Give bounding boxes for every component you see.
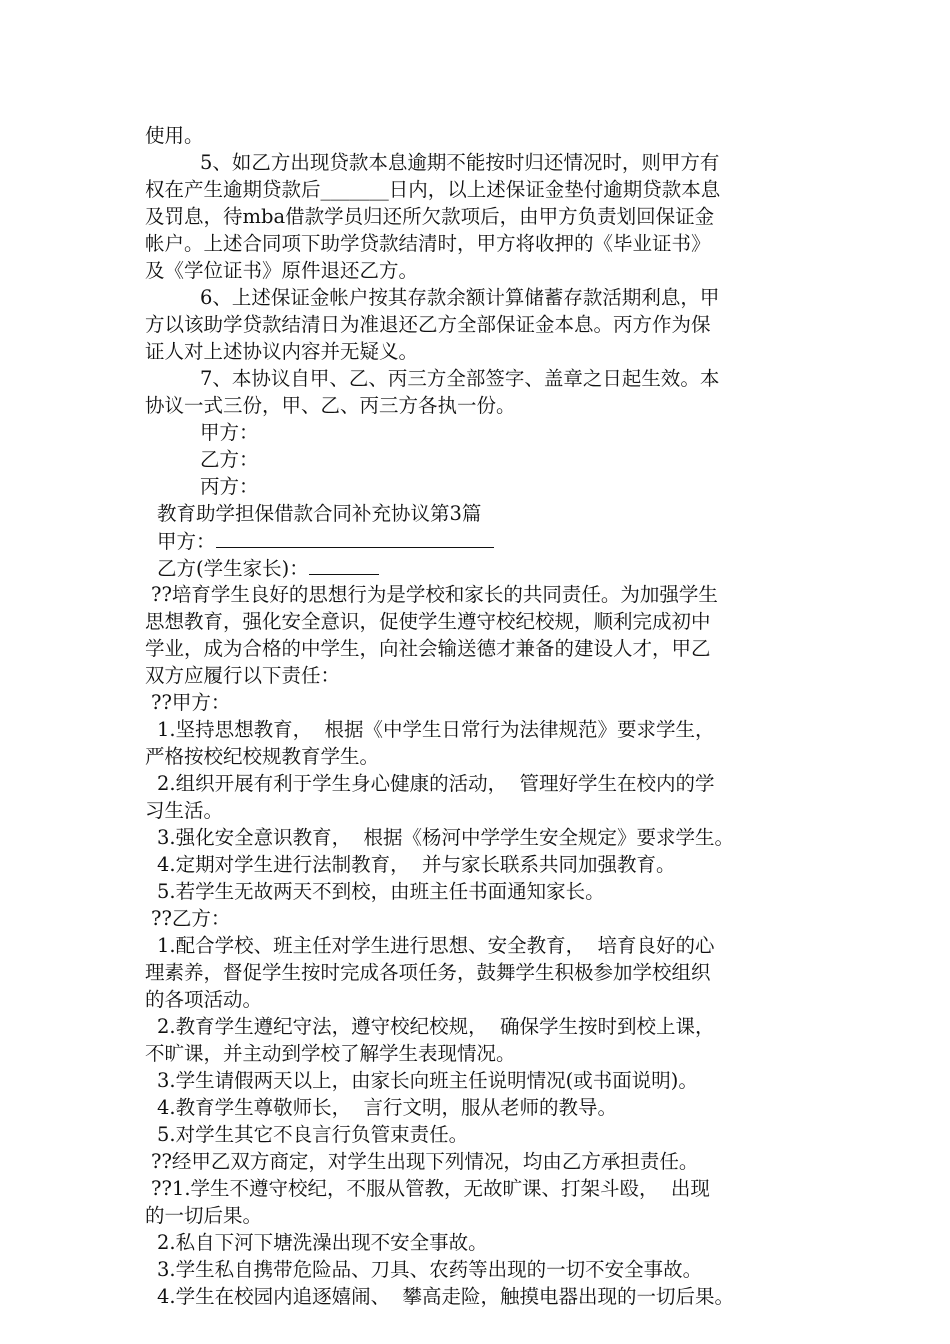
party-b-label: 乙方(学生家长)： xyxy=(157,557,309,580)
text-line: 习生活。 xyxy=(145,799,224,822)
document-body xyxy=(145,122,815,1310)
list-item: ??1.学生不遵守校纪，不服从管教，无故旷课、打架斗殴， 出现 xyxy=(151,1177,710,1200)
text-line: 理素养，督促学生按时完成各项任务，鼓舞学生积极参加学校组织 xyxy=(145,961,711,984)
list-item: 3.强化安全意识教育， 根据《杨河中学学生安全规定》要求学生。 xyxy=(157,826,735,849)
text-line: 的一切后果。 xyxy=(145,1204,263,1227)
list-item: 4.教育学生尊敬师长， 言行文明，服从老师的教导。 xyxy=(157,1096,618,1119)
list-item: 2.私自下河下塘洗澡出现不安全事故。 xyxy=(157,1231,488,1254)
party-a-blank xyxy=(216,527,494,548)
text-line: 不旷课，并主动到学校了解学生表现情况。 xyxy=(145,1042,516,1065)
text-line: 及《学位证书》原件退还乙方。 xyxy=(145,259,419,282)
agreement-paragraph: ??经甲乙双方商定，对学生出现下列情况，均由乙方承担责任。 xyxy=(151,1150,699,1173)
clause-7: 7、本协议自甲、乙、丙三方全部签字、盖章之日起生效。本 xyxy=(200,367,720,390)
signature-party-c: 丙方： xyxy=(200,475,259,498)
party-b-line xyxy=(145,554,815,581)
list-item: 1.坚持思想教育， 根据《中学生日常行为法律规范》要求学生， xyxy=(157,718,715,741)
text-line: 及罚息，待mba借款学员归还所欠款项后，由甲方负责划回保证金 xyxy=(145,205,715,228)
list-item: 5.对学生其它不良言行负管束责任。 xyxy=(157,1123,469,1146)
party-b-blank xyxy=(309,554,379,575)
party-a-line xyxy=(145,527,815,554)
text-line: 思想教育，强化安全意识，促使学生遵守校纪校规，顺利完成初中 xyxy=(145,610,711,633)
text-line: 方以该助学贷款结清日为准退还乙方全部保证金本息。丙方作为保 xyxy=(145,313,711,336)
clause-6: 6、上述保证金帐户按其存款余额计算储蓄存款活期利息，甲 xyxy=(200,286,720,309)
party-a-heading: ??甲方： xyxy=(151,691,231,714)
party-b-heading: ??乙方： xyxy=(151,907,231,930)
text-line: 使用。 xyxy=(145,124,204,147)
party-a-label: 甲方： xyxy=(157,530,216,553)
list-item: 1.配合学校、班主任对学生进行思想、安全教育， 培育良好的心 xyxy=(157,934,715,957)
list-item: 4.定期对学生进行法制教育， 并与家长联系共同加强教育。 xyxy=(157,853,676,876)
intro-paragraph: ??培育学生良好的思想行为是学校和家长的共同责任。为加强学生 xyxy=(151,583,718,606)
signature-party-a: 甲方： xyxy=(200,421,259,444)
text-line: 帐户。上述合同项下助学贷款结清时，甲方将收押的《毕业证书》 xyxy=(145,232,711,255)
list-item: 2.组织开展有利于学生身心健康的活动， 管理好学生在校内的学 xyxy=(157,772,715,795)
list-item: 3.学生请假两天以上，由家长向班主任说明情况(或书面说明)。 xyxy=(157,1069,698,1092)
signature-party-b: 乙方： xyxy=(200,448,259,471)
section-title: 教育助学担保借款合同补充协议第3篇 xyxy=(157,502,482,525)
text-line: 严格按校纪校规教育学生。 xyxy=(145,745,380,768)
list-item: 5.若学生无故两天不到校，由班主任书面通知家长。 xyxy=(157,880,605,903)
list-item: 4.学生在校园内追逐嬉闹、 攀高走险，触摸电器出现的一切后果。 xyxy=(157,1285,735,1308)
text-line: 证人对上述协议内容并无疑义。 xyxy=(145,340,419,363)
text-line: 双方应履行以下责任： xyxy=(145,664,341,687)
list-item: 2.教育学生遵纪守法，遵守校纪校规， 确保学生按时到校上课， xyxy=(157,1015,715,1038)
list-item: 3.学生私自携带危险品、刀具、农药等出现的一切不安全事故。 xyxy=(157,1258,703,1281)
text-line: 权在产生逾期贷款后_______日内，以上述保证金垫付逾期贷款本息 xyxy=(145,178,721,201)
text-line: 学业，成为合格的中学生，向社会输送德才兼备的建设人才，甲乙 xyxy=(145,637,711,660)
text-line: 协议一式三份，甲、乙、丙三方各执一份。 xyxy=(145,394,516,417)
clause-5: 5、如乙方出现贷款本息逾期不能按时归还情况时，则甲方有 xyxy=(200,151,720,174)
text-line: 的各项活动。 xyxy=(145,988,263,1011)
